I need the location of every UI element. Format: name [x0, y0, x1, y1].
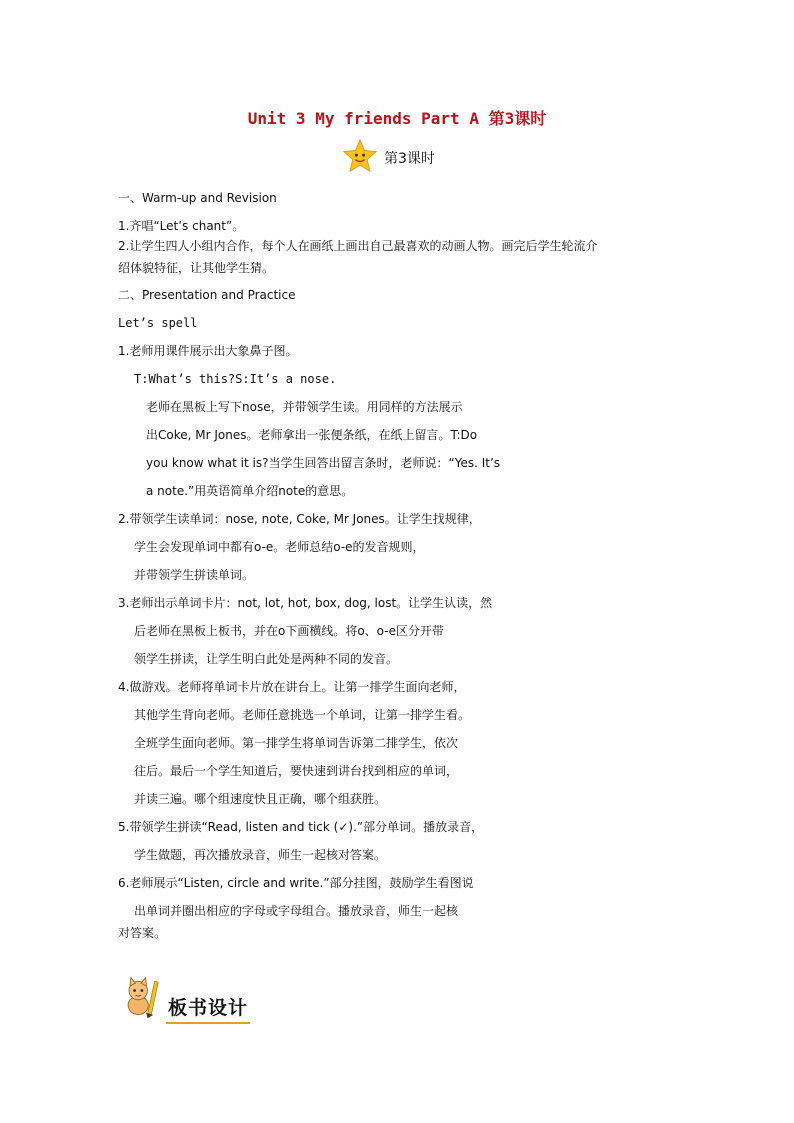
paragraph-line: 并带领学生拼读单词。 [134, 568, 255, 582]
paragraph-line: 后老师在黑板上板书，并在o下画横线。将o、o-e区分开带 [134, 624, 444, 638]
board-design-heading [118, 974, 250, 1024]
paragraph-line: 全班学生面向老师。第一排学生将单词告诉第二排学生，依次 [134, 736, 459, 750]
paragraph-line: 出Coke, Mr Jones。老师拿出一张便条纸，在纸上留言。T:Do [146, 428, 478, 442]
lesson-heading [342, 140, 435, 176]
paragraph-line: 3.老师出示单词卡片：not, lot, hot, box, dog, lost。让学生认读，然 [118, 596, 493, 610]
section-heading-warmup: 一、Warm-up and Revision [118, 191, 277, 205]
paragraph-line: 学生会发现单词中都有o-e。老师总结o-e的发音规则， [134, 540, 425, 554]
section-heading-presentation: 二、Presentation and Practice [118, 288, 296, 302]
paragraph-line: 学生做题，再次播放录音，师生一起核对答案。 [134, 848, 387, 862]
board-design-label: 板书设计 [166, 993, 250, 1024]
paragraph-line: 出单词并圈出相应的字母或字母组合。播放录音，师生一起核 [134, 904, 459, 918]
paragraph-line: 6.老师展示“Listen, circle and write.”部分挂图，鼓励学生看图说 [118, 876, 474, 890]
lesson-label: 第3课时 [384, 151, 435, 167]
paragraph-line: 4.做游戏。老师将单词卡片放在讲台上。让第一排学生面向老师， [118, 680, 466, 694]
cat-pencil-icon [118, 974, 164, 1024]
paragraph-line: 2.带领学生读单词：nose, note, Coke, Mr Jones。让学生找规律， [118, 512, 481, 526]
paragraph-line: 1.齐唱“Let’s chant”。 [118, 219, 245, 233]
paragraph-line: 绍体貌特征，让其他学生猜。 [118, 261, 275, 275]
paragraph-line: 5.带领学生拼读“Read, listen and tick (✓).”部分单词。播放录音， [118, 820, 484, 834]
smiling-star-icon [342, 138, 378, 178]
paragraph-line: 其他学生背向老师。老师任意挑选一个单词，让第一排学生看。 [134, 708, 471, 722]
lesson-title: Unit 3 My friends Part A 第3课时 [247, 109, 547, 128]
paragraph-line: you know what it is?当学生回答出留言条时，老师说：“Yes. It’s [146, 456, 501, 470]
paragraph-line: 1.老师用课件展示出大象鼻子图。 [118, 344, 298, 358]
dialogue-line: T:What’s this?S:It’s a nose. [134, 372, 337, 386]
paragraph-line: 领学生拼读，让学生明白此处是两种不同的发音。 [134, 652, 399, 666]
paragraph-line: 老师在黑板上写下nose，并带领学生读。用同样的方法展示 [146, 400, 463, 414]
paragraph-line: 2.让学生四人小组内合作，每个人在画纸上画出自己最喜欢的动画人物。画完后学生轮流介 [118, 239, 598, 253]
paragraph-line: 往后。最后一个学生知道后，要快速到讲台找到相应的单词， [134, 764, 459, 778]
paragraph-line: 对答案。 [118, 926, 167, 940]
paragraph-line: 并读三遍。哪个组速度快且正确，哪个组获胜。 [134, 792, 387, 806]
subheading-lets-spell: Let’s spell [118, 316, 198, 330]
paragraph-line: a note.”用英语简单介绍note的意思。 [146, 484, 354, 498]
